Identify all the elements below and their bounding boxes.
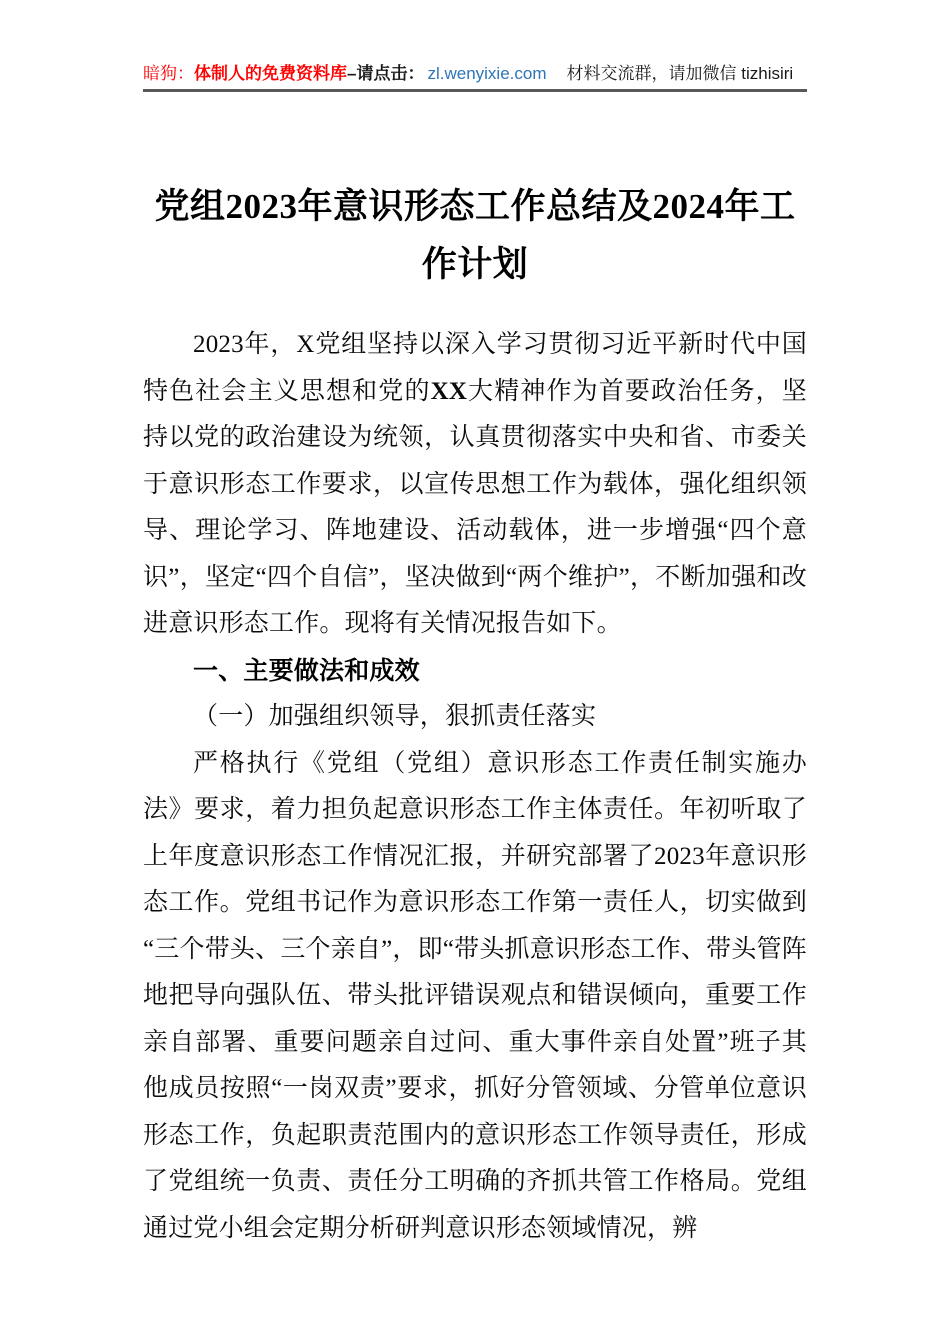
subsection-heading-1-1: （一）加强组织领导，狠抓责任落实 xyxy=(193,703,597,730)
intro-text-emphasis: XX xyxy=(430,377,468,405)
intro-text-part-1: 2023年，X党组坚持以深入学习贯彻习近平新时代中国特色社会主义思想和党的 xyxy=(143,331,807,405)
intro-text-part-2: 大精神作为首要政治任务，坚持以党的政治建设为统领，认真贯彻落实中央和省、市委关于意识形态工作要求，以宣传思想工作为载体，强化组织领导、理论学习、阵地建设、活动载体，进一步增强“四个意识”，坚定“四个自信”，坚决做到“两个维护”，不断加强和改进意识形态工作。现将有关情况报告如下。 xyxy=(143,377,807,637)
intro-paragraph xyxy=(143,322,807,648)
document-title: 党组2023年意识形态工作总结及2024年工作计划 xyxy=(154,187,796,285)
promo-website-link[interactable]: zl.wenyixie.com xyxy=(427,63,547,83)
promo-header-banner xyxy=(143,58,807,92)
promo-wechat-group-text: 材料交流群，请加微信 tizhisiri xyxy=(566,63,794,83)
document-body xyxy=(143,322,807,1252)
section-heading-1: 一、主要做法和成效 xyxy=(193,656,420,685)
promo-brand-label: 暗狗： xyxy=(143,63,194,83)
promo-click-prompt: –请点击： xyxy=(347,63,425,83)
body-paragraph-1: 严格执行《党组（党组）意识形态工作责任制实施办法》要求，着力担负起意识形态工作主体责任。年初听取了上年度意识形态工作情况汇报，并研究部署了2023年意识形态工作。党组书记作为意识形态工作第一责任人，切实做到“三个带头、三个亲自”，即“带头抓意识形态工作、带头管阵地把导向强队伍、带头批评错误观点和错误倾向，重要工作亲自部署、重要问题亲自过问、重大事件亲自处置”班子其他成员按照“一岗双责”要求，抓好分管领域、分管单位意识形态工作，负起职责范围内的意识形态工作领导责任，形成了党组统一负责、责任分工明确的齐抓共管工作格局。党组通过党小组会定期分析研判意识形态领域情况，辨 xyxy=(143,749,807,1242)
promo-brand-name: 体制人的免费资料库 xyxy=(194,63,347,83)
